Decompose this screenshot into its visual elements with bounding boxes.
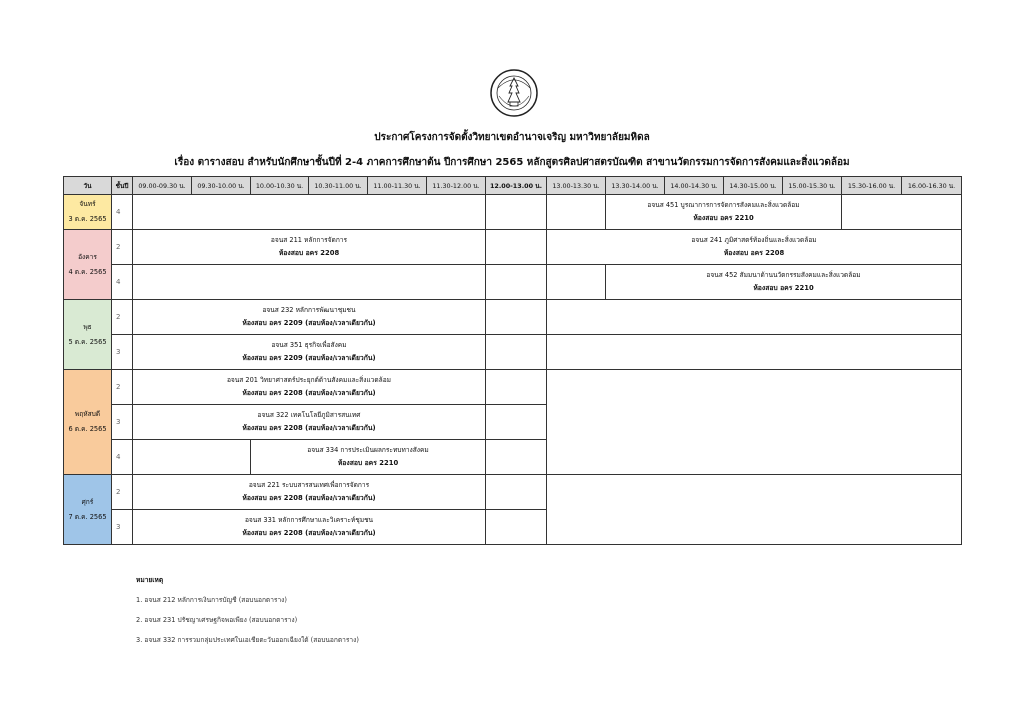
empty-cell	[133, 195, 486, 230]
empty-cell	[547, 475, 962, 545]
lunch-cell	[486, 265, 547, 300]
note-item: 1. อจนส 212 หลักการเงินการบัญชี (สอบนอกตาราง)	[136, 596, 287, 604]
exam-room: ห้องสอบ อคร 2208	[723, 249, 785, 257]
level-cell: 3	[112, 405, 133, 440]
announcement-title: ประกาศโครงการจัดตั้งวิทยาเขตอำนาจเจริญ มหาวิทยาลัยมหิดล	[374, 132, 650, 143]
day-cell-friday	[64, 475, 112, 545]
exam-cell	[133, 370, 486, 405]
exam-cell	[547, 230, 962, 265]
day-cell-monday	[64, 195, 112, 230]
level-cell: 4	[112, 195, 133, 230]
level-cell: 2	[112, 370, 133, 405]
level-cell: 4	[112, 265, 133, 300]
header-slot: 11.30-12.00 น.	[427, 177, 486, 195]
day-date: 4 ต.ค. 2565	[68, 267, 107, 276]
day-name: ศุกร์	[81, 497, 94, 506]
exam-course: อจนส 451 บูรณาการการจัดการสังคมและสิ่งแวดล้อม	[647, 201, 800, 209]
level-cell: 2	[112, 300, 133, 335]
exam-course: อจนส 331 หลักการศึกษาและวิเคราะห์ชุมชน	[244, 516, 374, 524]
table-row-wednesday-3	[64, 335, 962, 370]
exam-room: ห้องสอบ อคร 2208 (สอบห้อง/เวลาเดียวกัน)	[242, 494, 376, 502]
university-seal-logo	[489, 66, 539, 120]
lunch-cell	[486, 230, 547, 265]
header-level: ชั้นปี	[112, 177, 133, 195]
header-slot: 09.30-10.00 น.	[192, 177, 251, 195]
empty-cell	[842, 195, 962, 230]
day-date: 3 ต.ค. 2565	[68, 215, 107, 223]
header-slot: 16.00-16.30 น.	[902, 177, 962, 195]
exam-room: ห้องสอบ อคร 2209 (สอบห้อง/เวลาเดียวกัน)	[242, 354, 376, 362]
exam-cell	[133, 335, 486, 370]
exam-room: ห้องสอบ อคร 2210	[337, 459, 399, 467]
exam-course: อจนส 334 การประเมินผลกระทบทางสังคม	[307, 446, 429, 454]
empty-cell	[547, 370, 962, 475]
day-cell-tuesday	[64, 230, 112, 300]
empty-cell	[547, 335, 962, 370]
empty-cell	[547, 265, 606, 300]
table-row-thursday-2	[64, 370, 962, 405]
header-slot-lunch: 12.00-13.00 น.	[486, 177, 547, 195]
exam-room: ห้องสอบ อคร 2210	[693, 214, 754, 222]
table-row-monday-4	[64, 195, 962, 230]
day-name: พฤหัสบดี	[74, 410, 101, 418]
level-cell: 2	[112, 475, 133, 510]
exam-room: ห้องสอบ อคร 2209 (สอบห้อง/เวลาเดียวกัน)	[242, 319, 376, 327]
lunch-cell	[486, 335, 547, 370]
exam-cell	[133, 510, 486, 545]
exam-cell	[251, 440, 486, 475]
empty-cell	[133, 440, 251, 475]
exam-room: ห้องสอบ อคร 2208	[278, 249, 340, 257]
exam-course: อจนส 241 ภูมิศาสตร์ท้องถิ่นและสิ่งแวดล้อม	[691, 236, 817, 244]
lunch-cell	[486, 440, 547, 475]
header-slot: 10.30-11.00 น.	[309, 177, 368, 195]
day-date: 7 ต.ค. 2565	[68, 512, 107, 521]
empty-cell	[133, 265, 486, 300]
day-cell-thursday	[64, 370, 112, 475]
level-cell: 2	[112, 230, 133, 265]
header-day: วัน	[64, 177, 112, 195]
exam-course: อจนส 452 สัมมนาด้านนวัตกรรมสังคมและสิ่งแวดล้อม	[706, 271, 861, 279]
exam-course: อจนส 322 เทคโนโลยีภูมิสารสนเทศ	[257, 411, 361, 419]
day-name: จันทร์	[79, 200, 96, 208]
exam-course: อจนส 351 ธุรกิจเพื่อสังคม	[271, 341, 347, 349]
level-cell: 4	[112, 440, 133, 475]
level-cell: 3	[112, 335, 133, 370]
lunch-cell	[486, 370, 547, 405]
exam-course: อจนส 211 หลักการจัดการ	[270, 236, 348, 244]
empty-cell	[547, 300, 962, 335]
table-row-tuesday-2	[64, 230, 962, 265]
header-slot: 14.30-15.00 น.	[724, 177, 783, 195]
header-slot: 09.00-09.30 น.	[133, 177, 192, 195]
table-row-friday-2	[64, 475, 962, 510]
lunch-cell	[486, 475, 547, 510]
exam-course: อจนส 221 ระบบสารสนเทศเพื่อการจัดการ	[248, 481, 370, 489]
header-slot: 10.00-10.30 น.	[251, 177, 309, 195]
exam-schedule-table	[63, 176, 962, 545]
note-item: 2. อจนส 231 ปรัชญาเศรษฐกิจพอเพียง (สอบนอกตาราง)	[136, 616, 298, 624]
exam-cell	[133, 230, 486, 265]
exam-room: ห้องสอบ อคร 2208 (สอบห้อง/เวลาเดียวกัน)	[242, 529, 376, 537]
exam-room: ห้องสอบ อคร 2208 (สอบห้อง/เวลาเดียวกัน)	[242, 389, 376, 397]
empty-cell	[547, 195, 606, 230]
header-slot: 14.00-14.30 น.	[665, 177, 724, 195]
header-slot: 15.30-16.00 น.	[842, 177, 902, 195]
lunch-cell	[486, 510, 547, 545]
day-date: 6 ต.ค. 2565	[68, 425, 107, 433]
lunch-cell	[486, 195, 547, 230]
day-cell-wednesday	[64, 300, 112, 370]
exam-room: ห้องสอบ อคร 2210	[753, 284, 814, 292]
table-row-wednesday-2	[64, 300, 962, 335]
exam-cell	[606, 195, 842, 230]
day-name: อังคาร	[78, 252, 97, 261]
lunch-cell	[486, 300, 547, 335]
exam-course: อจนส 201 วิทยาศาสตร์ประยุกต์ด้านสังคมและสิ่งแวดล้อม	[226, 376, 392, 384]
day-date: 5 ต.ค. 2565	[68, 337, 107, 346]
notes-heading: หมายเหตุ	[136, 576, 164, 584]
level-cell: 3	[112, 510, 133, 545]
exam-cell	[133, 405, 486, 440]
header-slot: 11.00-11.30 น.	[368, 177, 427, 195]
notes-section	[136, 570, 359, 650]
header-slot: 13.30-14.00 น.	[606, 177, 665, 195]
day-name: พุธ	[83, 322, 92, 331]
announcement-subtitle: เรื่อง ตารางสอบ สำหรับนักศึกษาชั้นปีที่ 2-4 ภาคการศึกษาต้น ปีการศึกษา 2565 หลักสูตรศิลปศาสตรบัณฑิต สาขานวัตกรรมการจัดการสังคมและสิ่งแวดล้อม	[174, 157, 850, 168]
exam-course: อจนส 232 หลักการพัฒนาชุมชน	[262, 306, 356, 314]
table-header-row	[64, 177, 962, 195]
exam-cell	[606, 265, 962, 300]
exam-cell	[133, 475, 486, 510]
exam-cell	[133, 300, 486, 335]
exam-room: ห้องสอบ อคร 2208 (สอบห้อง/เวลาเดียวกัน)	[242, 424, 376, 432]
lunch-cell	[486, 405, 547, 440]
header-slot: 15.00-15.30 น.	[783, 177, 842, 195]
note-item: 3. อจนส 332 การรวมกลุ่มประเทศในเอเชียตะวันออกเฉียงใต้ (สอบนอกตาราง)	[136, 636, 359, 644]
table-row-tuesday-4	[64, 265, 962, 300]
header-slot: 13.00-13.30 น.	[547, 177, 606, 195]
